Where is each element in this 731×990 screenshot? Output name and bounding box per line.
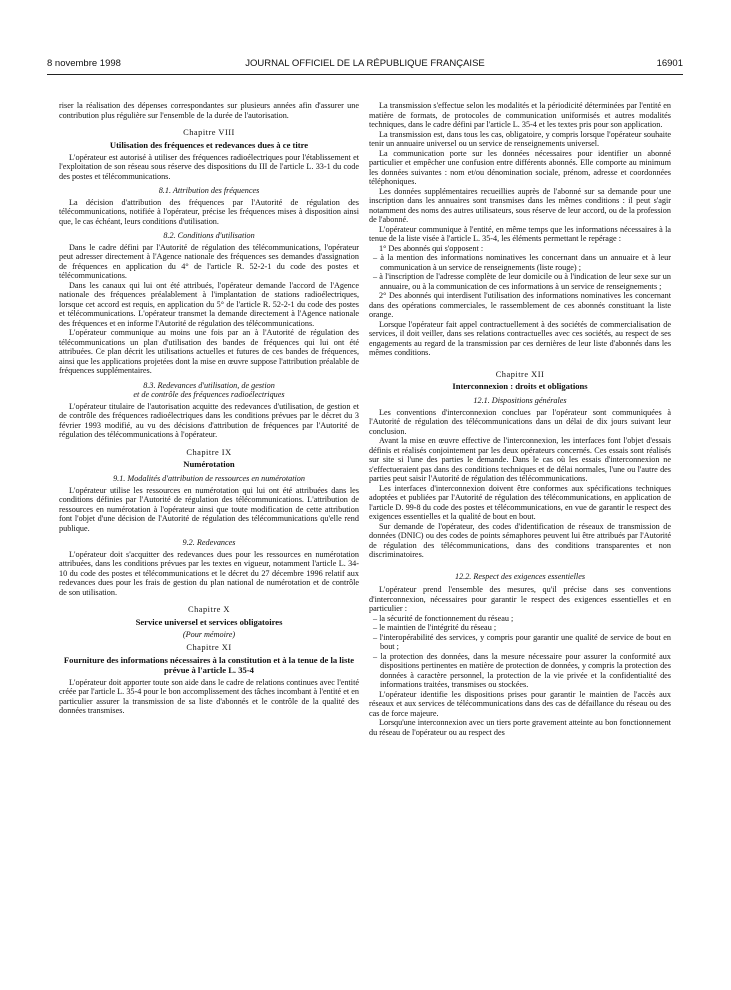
- paragraph: 1° Des abonnés qui s'opposent :: [379, 243, 484, 253]
- chapter-title: Fourniture des informations nécessaires à la constitution et à la tenue de la liste prévue à l'article L. 35-4: [63, 654, 355, 675]
- header-title: JOURNAL OFFICIEL DE LA RÉPUBLIQUE FRANÇAISE: [245, 58, 485, 69]
- section-heading: 8.2. Conditions d'utilisation: [163, 231, 255, 240]
- section-heading: 9.2. Redevances: [182, 538, 236, 547]
- paragraph: Sur demande de l'opérateur, des codes d'identification de réseaux de transmission de données (DNIC) ou des codes de points sémaphores peuvent lui être attribués par l'Autorité de régulation des télécommunications, dans des conditions transparentes et non discriminatoires.: [369, 521, 671, 559]
- page-header: [47, 58, 683, 72]
- paragraph: La transmission est, dans tous les cas, obligatoire, y compris lorsque l'opérateur souhaite tenir un annuaire universel ou un service de renseignements universel.: [369, 129, 671, 148]
- paragraph: L'opérateur utilise les ressources en numérotation qui lui ont été attribuées dans les conditions définies par l'Autorité de régulation des télécommunications. L'attribution de ressources en numérotation à l'opérateur ainsi que toute modification de cette attribution font l'objet d'une décision de l'Autorité de régulation des télécommunications qu'elle rend publique.: [59, 485, 359, 533]
- paragraph: L'opérateur doit s'acquitter des redevances dues pour les ressources en numérotation attribuées, dans les conditions prévues par les textes en vigueur, notamment l'article L. 34-10 du code des postes et télécommunications et le décret du 27 décembre 1996 relatif aux redevances dues pour les frais de gestion du plan national de numérotation et de contrôle de son utilisation.: [59, 549, 359, 597]
- section-heading-line2: et de contrôle des fréquences radioélectriques: [133, 390, 285, 399]
- paragraph: Avant la mise en œuvre effective de l'interconnexion, les interfaces font l'objet d'essais définis et réalisés conjointement par les deux opérateurs concernés. Ces essais sont réalisés sur site si l'une des parties le demande. Dans le cas où les essais d'interconnexion ne s'effectueraient pas dans des conditions techniques et de délai normales, l'une ou l'autre des parties peut saisir l'Autorité de régulation des télécommunications.: [369, 436, 671, 483]
- paragraph: Les données supplémentaires recueillies auprès de l'abonné sur sa demande pour une inscription dans les annuaires sont transmises dans les mêmes conditions : il peut s'agir notamment des noms des autres utilisateurs, sous réserve de leur accord, ou de la profession de l'abonné.: [369, 186, 671, 224]
- chapter-title: Service universel et services obligatoires: [135, 616, 283, 627]
- paragraph: La communication porte sur les données nécessaires pour identifier un abonné particulier et empêcher une confusion entre différents abonnés. Elle comporte au minimum les données suivantes : nom et/ou dénomination sociale, prénom, adresse et coordonnées téléphoniques.: [369, 148, 671, 186]
- paragraph: Les conventions d'interconnexion conclues par l'opérateur sont communiquées à l'Autorité de régulation des télécommunications dans un délai de dix jours suivant leur conclusion.: [369, 407, 671, 436]
- paragraph: L'opérateur communique au moins une fois par an à l'Autorité de régulation des télécommunications un plan d'utilisation des bandes de fréquences qui lui ont été attribuées. Ce plan décrit les utilisations actuelles et futures de ces bandes de fréquences, ainsi que les applications projetées dont la mise en œuvre suppose l'attribution préalable de fréquences supplémentaires.: [59, 328, 359, 375]
- chapter-title: Utilisation des fréquences et redevances dues à ce titre: [109, 139, 309, 150]
- paragraph: L'opérateur titulaire de l'autorisation acquitte des redevances d'utilisation, de gestion et de contrôle des fréquences radioélectriques dans les conditions prévues par le décret du 3 février 1993 modifié, au vu des décisions d'attribution de fréquences par l'Autorité de régulation des télécommunications à l'opérateur.: [59, 401, 359, 439]
- chapter-title: Interconnexion : droits et obligations: [452, 381, 588, 391]
- header-rule: [47, 74, 683, 75]
- right-column: [369, 101, 671, 737]
- section-heading: 8.3. Redevances d'utilisation, de gestion: [143, 380, 275, 390]
- header-page-number: 16901: [656, 58, 683, 69]
- list-item: – la protection des données, dans la mesure nécessaire pour assurer la conformité aux dispositions pertinentes en matière de protection de données, y compris la protection des données à caractère personnel, la protection de la vie privée et la confidentialité des informations traitées, transmises ou stockées.: [373, 651, 671, 689]
- section-heading: 8.1. Attribution des fréquences: [158, 186, 260, 195]
- list-item: – à l'inscription de l'adresse complète de leur domicile ou à l'indication de leur sexe sur un annuaire, ou à la communication de ces informations à un service de renseignements ;: [373, 272, 671, 291]
- list-item: – le maintien de l'intégrité du réseau ;: [373, 623, 497, 632]
- section-heading: 9.1. Modalités d'attribution de ressources en numérotation: [113, 474, 305, 483]
- paragraph: L'opérateur prend l'ensemble des mesures, qu'il précise dans ses conventions d'interconnexion, nécessaires pour garantir le respect des exigences essentielles et en particulier :: [369, 585, 671, 613]
- chapter-heading: Chapitre XII: [495, 369, 545, 379]
- paragraph: Dans les canaux qui lui ont été attribués, l'opérateur demande l'accord de l'Agence nationale des fréquences préalablement à l'implantation de stations radioélectriques, lorsque cet accord est requis, en application du 5° de l'article R. 52-2-1 du code des postes et télécommunications. L'opérateur transmet la demande directement à l'Agence nationale des fréquences et en informe l'Autorité de régulation des télécommunications.: [59, 280, 359, 328]
- paragraph: L'opérateur est autorisé à utiliser des fréquences radioélectriques pour l'établissement et l'exploitation de son réseau sous réserve des dispositions du III de l'article L. 33-1 du code des postes et télécommunications.: [59, 152, 359, 181]
- chapter-heading: Chapitre XI: [186, 643, 232, 652]
- paragraph: 2° Des abonnés qui interdisent l'utilisation des informations nominatives les concernant dans des opérations commerciales, le rassemblement de ces abonnés constituant la liste orange.: [369, 291, 671, 319]
- section-heading: 12.1. Dispositions générales: [473, 396, 567, 405]
- chapter-heading: Chapitre X: [188, 605, 230, 614]
- chapter-title: Numérotation: [183, 459, 235, 469]
- paragraph: Lorsqu'une interconnexion avec un tiers porte gravement atteinte au bon fonctionnement du réseau de l'opérateur ou au respect des: [369, 718, 671, 737]
- chapter-heading: Chapitre VIII: [183, 128, 235, 137]
- header-date: 8 novembre 1998: [47, 58, 121, 69]
- paragraph: L'opérateur identifie les dispositions prises pour garantir le maintien de l'accès aux réseaux et aux services de télécommunications dans des cas de défaillance du réseau ou des cas de force majeure.: [369, 689, 671, 718]
- paragraph: La décision d'attribution des fréquences par l'Autorité de régulation des télécommunications, notifiée à l'opérateur, précise les fréquences mises à disposition ainsi que, le cas échéant, leurs conditions d'utilisation.: [59, 197, 359, 226]
- paragraph: L'opérateur communique à l'entité, en même temps que les informations nécessaires à la tenue de la liste visée à l'article L. 35-4, les éléments permettant le repérage :: [369, 224, 671, 243]
- chapter-heading: Chapitre IX: [186, 447, 232, 457]
- list-item: – à la mention des informations nominatives les concernant dans un annuaire et à leur communication à un service de renseignements (liste rouge) ;: [373, 253, 671, 272]
- paragraph: Lorsque l'opérateur fait appel contractuellement à des sociétés de commercialisation de services, il doit veiller, dans ses relations contractuelles avec ces sociétés, au respect de ses engagements au regard de la transmission par ces dernières de leur liste d'abonnés dans les mêmes conditions.: [369, 319, 671, 357]
- paragraph: Les interfaces d'interconnexion doivent être conformes aux spécifications techniques adoptées et publiées par l'Autorité de régulation des télécommunications, en application de l'article D. 99-8 du code des postes et télécommunications, en vue de garantir le respect des exigences essentielles et la qualité de bout en bout.: [369, 483, 671, 521]
- section-heading: 12.2. Respect des exigences essentielles: [454, 571, 586, 581]
- paragraph: La transmission s'effectue selon les modalités et la périodicité déterminées par l'entité en matière de formats, de protocoles de communication uniformisés et autres modalités techniques, dans le cadre défini par l'article L. 35-4 et les textes pris pour son application.: [369, 101, 671, 129]
- paragraph: Dans le cadre défini par l'Autorité de régulation des télécommunications, l'opérateur peut adresser directement à l'Agence nationale des fréquences ses demandes d'assignation de fréquences en application du 4° de l'article R. 52-2-1 du code des postes et télécommunications.: [59, 242, 359, 280]
- left-column: [59, 101, 359, 716]
- list-item: – l'interopérabilité des services, y compris pour garantir une qualité de service de bout en bout ;: [373, 632, 671, 651]
- chapter-note: (Pour mémoire): [182, 629, 236, 639]
- paragraph: L'opérateur doit apporter toute son aide dans le cadre de relations continues avec l'entité créée par l'article L. 35-4 pour le bon accomplissement des tâches incombant à l'entité et en particulier assurer la transmission de sa liste d'abonnés et le contrôle de la qualité des données transmises.: [59, 677, 359, 715]
- list-item: – la sécurité de fonctionnement du réseau ;: [373, 613, 514, 623]
- paragraph: riser la réalisation des dépenses correspondantes sur plusieurs années afin d'assurer une contribution plus régulière sur l'ensemble de la durée de l'autorisation.: [59, 101, 359, 120]
